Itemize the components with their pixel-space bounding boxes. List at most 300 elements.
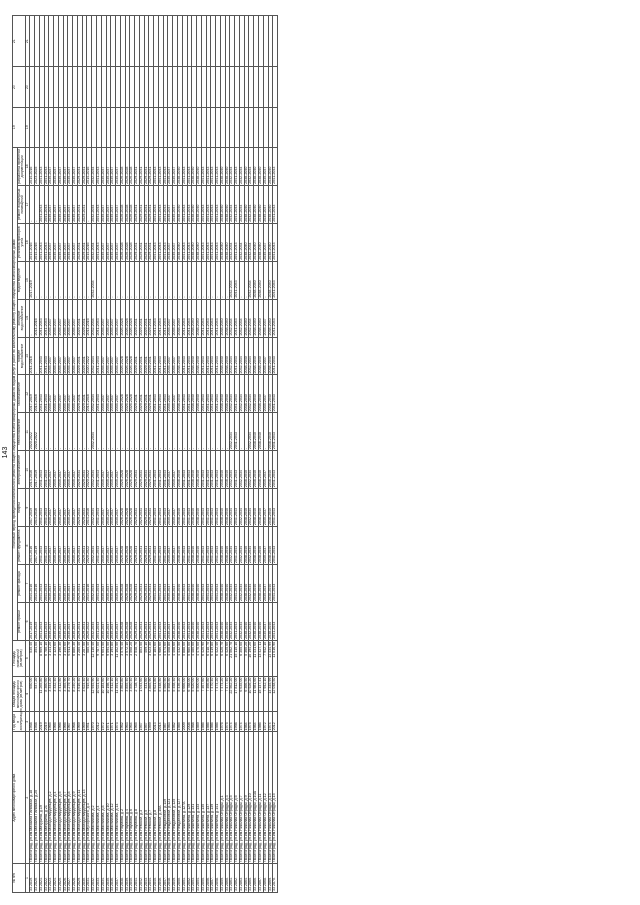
cell-no: 33.2853.	[192, 864, 197, 893]
cell-r13: 2041-2043	[235, 147, 240, 185]
cell-r9: 2029-2031	[135, 299, 140, 337]
cell-r9: 2041-2043	[216, 299, 221, 337]
cell-r11: 2032-2034	[239, 223, 244, 261]
cell-r1: 2038-2040	[220, 602, 225, 640]
cell-r8: 2041-2043	[154, 337, 159, 375]
cell-r7: 2029-2031	[144, 375, 149, 413]
cell-r1: 2041-2043	[163, 602, 168, 640]
cell-addr: г.Волгоград, ул.им.Невской, д.3	[139, 732, 144, 864]
cell-r5: 2041-2043	[44, 451, 49, 489]
cell-res: 409,10	[144, 640, 149, 676]
cell-r3: 2029-2031	[135, 527, 140, 565]
cell-r6: 2038-2040	[268, 413, 273, 451]
cell-r7: 2038-2040	[268, 375, 273, 413]
cell-no: 33.2829.	[77, 864, 82, 893]
cell-r11: 2035-2037	[73, 223, 78, 261]
cell-r12: 2041-2043	[39, 185, 44, 223]
cell-year: 2009	[182, 712, 187, 732]
cell-r13: 2035-2037	[68, 147, 73, 185]
cell-r8: 2038-2040	[220, 337, 225, 375]
cell-area: 3 850,40	[130, 676, 135, 712]
cell-r5: 2038-2040	[177, 451, 182, 489]
cell-r4: 2029-2031	[82, 489, 87, 527]
cell-r2: 2035-2037	[116, 565, 121, 603]
header-cold-water: холодное водоснабжение	[17, 299, 25, 337]
cell-r4: 2041-2043	[44, 489, 49, 527]
cell-res: 6 780,10	[44, 640, 49, 676]
cell-r2: 2014-2016	[87, 565, 92, 603]
cell-r11: 2041-2043	[96, 223, 101, 261]
cell-addr: г.Волгоград, ул.им.Михаила Паникахи, д.20	[35, 732, 40, 864]
cell-r8: 2041-2043	[44, 337, 49, 375]
cell-res: 6 305,00	[239, 640, 244, 676]
cell-r5: 2038-2040	[220, 451, 225, 489]
column-number-cell: 8	[25, 527, 30, 565]
cell-r1: 2038-2040	[197, 602, 202, 640]
cell-r3: 2038-2040	[220, 527, 225, 565]
cell-res: 13 427,11	[259, 640, 264, 676]
column-number-cell: 21	[25, 16, 30, 67]
cell-area: 22 562,20	[230, 676, 235, 712]
cell-r3: 2038-2040	[259, 527, 264, 565]
cell-r13: 2032-2034	[230, 147, 235, 185]
cell-r11: 2035-2037	[49, 223, 54, 261]
cell-r4: 2041-2043	[235, 489, 240, 527]
cell-r2: 2032-2034	[230, 565, 235, 603]
cell-r6: -	[154, 413, 159, 451]
cell-r4: 2041-2043	[154, 489, 159, 527]
cell-year: 1984	[244, 712, 249, 732]
cell-r7: 2035-2037	[106, 375, 111, 413]
cell-r6: -	[149, 413, 154, 451]
cell-r7: 2035-2037	[116, 375, 121, 413]
cell-area: 650,00	[30, 676, 35, 712]
cell-r13: 2041-2043	[187, 147, 192, 185]
cell-r11: 2041-2043	[273, 223, 278, 261]
cell-r2: 2035-2037	[54, 565, 59, 603]
cell-year: 2019	[39, 712, 44, 732]
cell-r11: 2041-2043	[206, 223, 211, 261]
cell-r4: 2014-2016	[87, 489, 92, 527]
cell-r2: 2038-2040	[259, 565, 264, 603]
cell-addr: г.Волгоград, ул.им.Никитина, д.131	[192, 732, 197, 864]
cell-r8: 2035-2037	[106, 337, 111, 375]
cell-year: 1970	[92, 712, 97, 732]
cell-r11: 2032-2034	[230, 223, 235, 261]
cell-no: 33.2826.	[63, 864, 68, 893]
cell-res: 11 016,90	[273, 640, 278, 676]
cell-r2: 2041-2043	[158, 565, 163, 603]
cell-r4: 2035-2037	[68, 489, 73, 527]
cell-r4: 2041-2043	[211, 489, 216, 527]
cell-r6: -	[220, 413, 225, 451]
cell-area: 3 332,40	[54, 676, 59, 712]
cell-r1: 2041-2043	[216, 602, 221, 640]
cell-res: 5 888,00	[182, 640, 187, 676]
cell-addr: г.Волгоград, ул.им.Молодогвардейцев, д.9	[73, 732, 78, 864]
cell-r3: 2041-2043	[206, 527, 211, 565]
cell-r12: 2035-2037	[49, 185, 54, 223]
cell-r11: 2035-2037	[263, 223, 268, 261]
cell-r11: 2041-2043	[235, 223, 240, 261]
cell-r3: 2035-2037	[111, 527, 116, 565]
cell-r5: 2026-2028	[130, 451, 135, 489]
cell-r11: 2035-2037	[106, 223, 111, 261]
cell-r2: 2038-2040	[220, 565, 225, 603]
cell-r10: -	[54, 261, 59, 299]
header-area-residential: Площадь помещений (кв.метров)	[13, 640, 26, 676]
cell-r4: 2035-2037	[58, 489, 63, 527]
cell-r5: 2035-2037	[58, 451, 63, 489]
cell-area: 3 616,40	[77, 676, 82, 712]
cell-res: 6 880,30	[73, 640, 78, 676]
cell-no: 33.2837.	[116, 864, 121, 893]
cell-r9: 2041-2043	[273, 299, 278, 337]
capital-repair-register-table	[12, 15, 278, 893]
cell-year: 1986	[259, 712, 264, 732]
cell-r8: 2020-2022	[87, 337, 92, 375]
cell-r11: 2026-2028	[120, 223, 125, 261]
cell-area: 8 360,60	[44, 676, 49, 712]
cell-r5: 2041-2043	[154, 451, 159, 489]
cell-year: 1972	[263, 712, 268, 732]
cell-r10: -	[73, 261, 78, 299]
cell-r7: 2041-2043	[216, 375, 221, 413]
cell-r5: 2038-2040	[197, 451, 202, 489]
column-number-cell: 4	[25, 676, 30, 712]
cell-r8: 2041-2043	[39, 337, 44, 375]
cell-r10: -	[77, 261, 82, 299]
cell-r9: 2041-2043	[163, 299, 168, 337]
cell-r13: 2035-2037	[116, 147, 121, 185]
page-number: 143	[2, 446, 9, 459]
cell-r9: 2041-2043	[206, 299, 211, 337]
cell-r2: 2026-2028	[125, 565, 130, 603]
cell-r3: 2035-2037	[168, 527, 173, 565]
cell-r8: 2029-2031	[135, 337, 140, 375]
cell-r6: -	[216, 413, 221, 451]
cell-r5: 2041-2043	[216, 451, 221, 489]
column-number-cell: 12	[25, 375, 30, 413]
cell-res: 803,50	[139, 640, 144, 676]
cell-r13: 2041-2043	[96, 147, 101, 185]
cell-r7: 2035-2037	[63, 375, 68, 413]
header-roof: ремонт крыши	[17, 602, 25, 640]
cell-r7: 2038-2040	[220, 375, 225, 413]
cell-area: 5 448,50	[158, 676, 163, 712]
cell-r7: 2038-2040	[259, 375, 264, 413]
cell-no: 33.2838.	[120, 864, 125, 893]
cell-addr: г.Волгоград, ул.им.Молодогвардейцев, д.4	[54, 732, 59, 864]
cell-r8: 2038-2040	[177, 337, 182, 375]
cell-r3: 2035-2037	[68, 527, 73, 565]
cell-r13: 2035-2037	[63, 147, 68, 185]
cell-r9: 2026-2028	[125, 299, 130, 337]
header-sewer: водоотведение	[17, 261, 25, 299]
cell-r12: 2038-2040	[177, 185, 182, 223]
cell-addr: г.Волгоград, ул.им.Николая Отрады, д.5	[230, 732, 235, 864]
cell-addr: г.Волгоград, ул.им.Никитина, д.129	[187, 732, 192, 864]
cell-r11: 2038-2040	[220, 223, 225, 261]
cell-r13: 2026-2028	[125, 147, 130, 185]
cell-r10: -	[211, 261, 216, 299]
cell-r13: 2035-2037	[101, 147, 106, 185]
cell-r11: 2035-2037	[68, 223, 73, 261]
cell-r5: 2038-2040	[244, 451, 249, 489]
cell-r1: 2032-2034	[249, 602, 254, 640]
cell-addr: г.Волгоград, ул.им.Мичурина, д.21	[44, 732, 49, 864]
cell-year: 1976	[220, 712, 225, 732]
cell-r13: 2035-2037	[73, 147, 78, 185]
cell-r1: 2026-2028	[120, 602, 125, 640]
cell-r2: 2032-2034	[249, 565, 254, 603]
cell-r11: 2026-2028	[125, 223, 130, 261]
cell-r7: 2032-2034	[239, 375, 244, 413]
cell-area: 5 436,20	[177, 676, 182, 712]
header-col-21: 21	[13, 16, 26, 67]
cell-r11: 2029-2031	[82, 223, 87, 261]
cell-r8: 2038-2040	[254, 337, 259, 375]
cell-r10: 2041-2043	[235, 261, 240, 299]
cell-r5: 2035-2037	[68, 451, 73, 489]
cell-r2: 2035-2037	[173, 565, 178, 603]
cell-r1: 2035-2037	[54, 602, 59, 640]
cell-no: 33.2857.	[211, 864, 216, 893]
cell-no: 33.2823.	[49, 864, 54, 893]
cell-r2: 2041-2043	[211, 565, 216, 603]
cell-r1: 2032-2034	[92, 602, 97, 640]
cell-year: 1975	[225, 712, 230, 732]
cell-r5: 2032-2034	[92, 451, 97, 489]
header-no: № п/п	[13, 864, 26, 893]
cell-r1: 2038-2040	[225, 602, 230, 640]
cell-r12: 2035-2037	[54, 185, 59, 223]
cell-r5: 2032-2034	[249, 451, 254, 489]
cell-r3: 2014-2016	[30, 527, 35, 565]
cell-r10: -	[63, 261, 68, 299]
cell-r5: 2029-2031	[82, 451, 87, 489]
cell-r6: -	[125, 413, 130, 451]
cell-r10: -	[120, 261, 125, 299]
cell-r11: 2032-2034	[92, 223, 97, 261]
cell-r9: 2035-2037	[111, 299, 116, 337]
cell-area: 5 621,80	[154, 676, 159, 712]
cell-r8: 2038-2040	[225, 337, 230, 375]
cell-r4: 2035-2037	[173, 489, 178, 527]
cell-r12: 2041-2043	[44, 185, 49, 223]
cell-res: 3 623,30	[149, 640, 154, 676]
cell-r2: 2041-2043	[39, 565, 44, 603]
cell-r7: 2032-2034	[92, 375, 97, 413]
cell-r12: 2041-2043	[235, 185, 240, 223]
cell-r12: 2038-2040	[225, 185, 230, 223]
cell-r6: -	[101, 413, 106, 451]
cell-r10: -	[177, 261, 182, 299]
cell-r7: 2029-2031	[82, 375, 87, 413]
cell-r10: -	[68, 261, 73, 299]
cell-area: 915,30	[87, 676, 92, 712]
cell-r1: 2041-2043	[206, 602, 211, 640]
cell-r4: 2035-2037	[168, 489, 173, 527]
cell-r12: 2032-2034	[239, 185, 244, 223]
cell-no: 33.2834.	[101, 864, 106, 893]
cell-addr: г.Волгоград, ул.им.Невской, д.8	[154, 732, 159, 864]
cell-r3: 2017-2019	[35, 527, 40, 565]
cell-r12: 2038-2040	[244, 185, 249, 223]
cell-r5: 2041-2043	[96, 451, 101, 489]
cell-r11: 2041-2043	[44, 223, 49, 261]
column-number-cell: 9	[25, 489, 30, 527]
cell-r10: -	[187, 261, 192, 299]
header-facade: ремонт фасада	[17, 565, 25, 603]
cell-r1: 2029-2031	[149, 602, 154, 640]
cell-area: 3 365,90	[63, 676, 68, 712]
cell-r9: 2038-2040	[177, 299, 182, 337]
cell-r8: 2032-2034	[239, 337, 244, 375]
cell-r12: 2035-2037	[116, 185, 121, 223]
cell-r11: 2035-2037	[173, 223, 178, 261]
cell-r11: 2029-2031	[149, 223, 154, 261]
cell-r13: 2035-2037	[106, 147, 111, 185]
cell-r6: -	[77, 413, 82, 451]
cell-r9: 2029-2031	[139, 299, 144, 337]
cell-r12: -	[30, 185, 35, 223]
cell-r9: 2032-2034	[249, 299, 254, 337]
cell-area: 11 981,60	[254, 676, 259, 712]
cell-r5: 2035-2037	[54, 451, 59, 489]
cell-r10: 2041-2043	[273, 261, 278, 299]
cell-r2: 2035-2037	[111, 565, 116, 603]
cell-res: 4 408,60	[173, 640, 178, 676]
cell-r9: 2038-2040	[268, 299, 273, 337]
cell-r13: 2038-2040	[192, 147, 197, 185]
cell-r12: 2041-2043	[206, 185, 211, 223]
cell-r11: 2014-2016	[87, 223, 92, 261]
cell-r3: 2041-2043	[201, 527, 206, 565]
cell-r7: 2041-2043	[154, 375, 159, 413]
cell-r12: 2035-2037	[73, 185, 78, 223]
cell-r8: 2041-2043	[163, 337, 168, 375]
column-number-cell: 19	[25, 107, 30, 147]
cell-r13: 2041-2043	[206, 147, 211, 185]
cell-r7: 2038-2040	[197, 375, 202, 413]
cell-r5: 2041-2043	[273, 451, 278, 489]
cell-r9: 2014-2016	[87, 299, 92, 337]
cell-year: 1966	[58, 712, 63, 732]
cell-r13: 2041-2043	[211, 147, 216, 185]
cell-addr: г.Волгоград, ул.им.Мясникова, д.4	[96, 732, 101, 864]
cell-r7: 2041-2043	[44, 375, 49, 413]
cell-res: 4 408,80	[168, 640, 173, 676]
cell-r1: 2035-2037	[68, 602, 73, 640]
cell-addr: г.Волгоград, ул.им.Никитина, д.141	[216, 732, 221, 864]
cell-r2: 2035-2037	[73, 565, 78, 603]
cell-r3: 2029-2031	[139, 527, 144, 565]
cell-r11: 2038-2040	[225, 223, 230, 261]
cell-addr: г.Волгоград, ул.им.Мясникова, д.10	[106, 732, 111, 864]
cell-r12: 2041-2043	[182, 185, 187, 223]
cell-r7: 2026-2028	[120, 375, 125, 413]
cell-r13: 2032-2034	[249, 147, 254, 185]
cell-r13: 2038-2040	[259, 147, 264, 185]
cell-r13: 2041-2043	[158, 147, 163, 185]
cell-year: 1958	[35, 712, 40, 732]
cell-r9: 2038-2040	[244, 299, 249, 337]
cell-r1: 2041-2043	[187, 602, 192, 640]
cell-r10: -	[220, 261, 225, 299]
cell-r8: 2035-2037	[111, 337, 116, 375]
cell-r5: 2038-2040	[225, 451, 230, 489]
cell-r7: 2035-2037	[168, 375, 173, 413]
cell-r6: 2032-2034	[230, 413, 235, 451]
cell-year: 1974	[239, 712, 244, 732]
cell-r3: 2032-2034	[239, 527, 244, 565]
cell-r9: 2035-2037	[101, 299, 106, 337]
cell-addr: г.Волгоград, ул.им.Михаила Паникахи, д.18	[30, 732, 35, 864]
cell-no: 33.2869.	[268, 864, 273, 893]
cell-r12: 2026-2028	[130, 185, 135, 223]
cell-res: 6 425,60	[225, 640, 230, 676]
cell-year: 1986	[216, 712, 221, 732]
cell-r13: 2041-2043	[39, 147, 44, 185]
cell-r4: 2038-2040	[197, 489, 202, 527]
cell-r7: 2032-2034	[230, 375, 235, 413]
cell-r9: 2035-2037	[173, 299, 178, 337]
cell-addr: г.Волгоград, ул.им.Неждановой, д.121	[168, 732, 173, 864]
cell-r5: 2041-2043	[39, 451, 44, 489]
cell-r13: 2029-2031	[82, 147, 87, 185]
cell-r2: 2041-2043	[201, 565, 206, 603]
cell-r12: 2041-2043	[216, 185, 221, 223]
cell-r13: 2029-2031	[135, 147, 140, 185]
cell-r13: 2035-2037	[58, 147, 63, 185]
cell-r6: -	[111, 413, 116, 451]
cell-r1: 2035-2037	[168, 602, 173, 640]
cell-addr: г.Волгоград, ул.им.Молодогвардейцев, д.2	[49, 732, 54, 864]
cell-r7: 2029-2031	[139, 375, 144, 413]
cell-no: 33.2863.	[239, 864, 244, 893]
cell-r12: 2038-2040	[220, 185, 225, 223]
cell-r6: -	[168, 413, 173, 451]
cell-r13: 2041-2043	[44, 147, 49, 185]
cell-r7: 2014-2016	[35, 375, 40, 413]
cell-addr: г.Волгоград, ул.им.Молодогвардейцев, д.7	[63, 732, 68, 864]
cell-r10: 2032-2034	[92, 261, 97, 299]
cell-r6: -	[49, 413, 54, 451]
cell-area: 17 812,00	[235, 676, 240, 712]
cell-r9: 2035-2037	[168, 299, 173, 337]
cell-no: 33.2833.	[96, 864, 101, 893]
table-row	[273, 16, 278, 893]
cell-r4: 2041-2043	[201, 489, 206, 527]
cell-r2: 2029-2031	[149, 565, 154, 603]
cell-r6: 2032-2034	[92, 413, 97, 451]
cell-r1: 2035-2037	[116, 602, 121, 640]
cell-r4: 2032-2034	[230, 489, 235, 527]
cell-no: 33.2851.	[182, 864, 187, 893]
cell-r12: 2026-2028	[125, 185, 130, 223]
cell-r3: 2038-2040	[197, 527, 202, 565]
cell-year: 1975	[249, 712, 254, 732]
cell-r7: 2041-2043	[163, 375, 168, 413]
cell-addr: г.Волгоград, ул.им.Молодогвардейцев, д.13	[82, 732, 87, 864]
cell-r11: 2041-2043	[39, 223, 44, 261]
cell-area: 6 788,00	[187, 676, 192, 712]
cell-r13: 2026-2028	[120, 147, 125, 185]
cell-addr: г.Волгоград, ул.им.Никитина, д.137	[206, 732, 211, 864]
cell-r7: 2035-2037	[68, 375, 73, 413]
cell-year: 1971	[111, 712, 116, 732]
